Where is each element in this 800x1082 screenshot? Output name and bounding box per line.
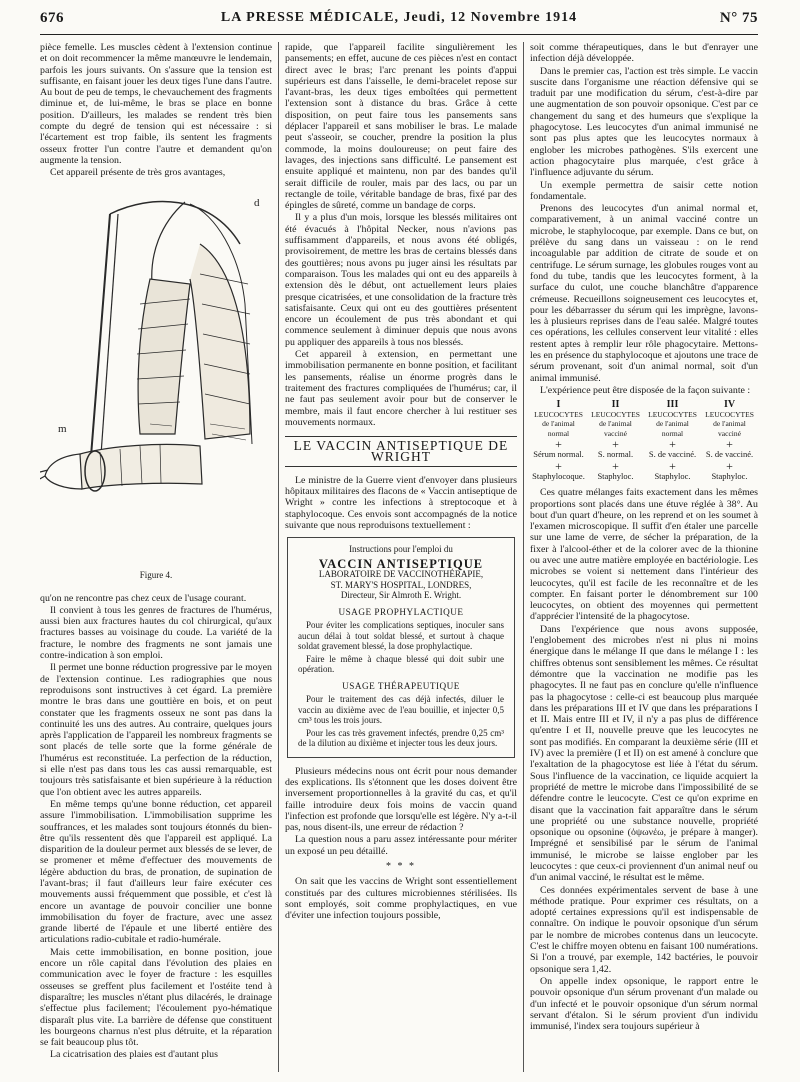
experiment-column xyxy=(701,400,758,481)
paragraph: Ces quatre mélanges faits exactement dans les mêmes proportions sont placés dans une étuve réglée à 38°. Au bout d'un quart d'heure, on les reprend et on les soumet à l'examen microscopique. Il suffit d'en étaler une parcelle sur une lame de verre, de sécher la préparation, de la fixer à l'alcool-éther et de la colorer avec de la thionine ou avec une autre matière employée en bactériologie. Les microbes se voient si nettement dans l'intérieur des leucocytes, qu'il est facile de les reconnaître et de les compter. En faisant porter le dénombrement sur 100 leucocytes, on obtient des moyennes qui permettent d'apprécier l'intensité de la phagocytose. xyxy=(530,487,758,623)
paragraph: La cicatrisation des plaies est d'autant plus xyxy=(50,1049,218,1061)
figure-caption: Figure 4. xyxy=(139,569,173,580)
paragraph: L'expérience peut être disposée de la façon suivante : xyxy=(540,384,751,396)
notice-paragraph: Faire le même à chaque blessé qui doit subir une opération. xyxy=(298,653,504,675)
notice-heading-therapeutic: USAGE THÉRAPEUTIQUE xyxy=(342,680,460,691)
paragraph: Mais cette immobilisation, en bonne position, joue encore un rôle capital dans l'évolution des plaies en communication avec le foyer de fracture : les esquilles osseuses se greffent plus facilement et l'ostéite tend à disparaître; les muscles n'étant plus dilacérés, le drainage s'effectue plus facilement; l'écoulement pyo-hématique disparaît plus vite. La barrière de défense que constituent les bourgeons charnus n'est plus détruite, et la réparation se fait beaucoup plus tôt. xyxy=(40,946,272,1049)
paragraph: Il y a plus d'un mois, lorsque les blessés militaires ont été évacués à l'hôpital Necker, nous n'avions pas suffisamment d'appareils, et nous avons été obligés, provisoirement, de mettre les bras de certains blessés dans des gouttières; nous avons pu juger ainsi les résultats par comparaison. Tous les malades qui ont eu des appareils à extension dès le début, ont actuellement leurs plaies presque cicatrisées, et une consolidation de la fracture très satisfaisante. Ceux qui ont eu des gouttières présentent encore un écoulement de pus très abondant et qui commence seulement à diminuer depuis que nous avons pu appliquer des appareils à tous nos blessés. xyxy=(285,212,517,348)
column-2 xyxy=(285,42,517,1074)
figure-label-d: d xyxy=(254,196,260,209)
vaccine-notice-box xyxy=(287,537,515,758)
serum-cell: S. normal. xyxy=(597,449,634,460)
section-title: LE VACCIN ANTISEPTIQUE DE WRIGHT xyxy=(285,436,517,467)
paragraph: On appelle index opsonique, le rapport entre le pouvoir opsonique d'un sérum provenant d'un malade ou d'un infecté et le pouvoir opsonique d'un sérum normal servant d'étalon. Si le sérum provient d'un individu immunisé, l'index sera toujours supérieur à xyxy=(530,975,758,1033)
column-label: LEUCOCYTES xyxy=(705,409,754,419)
column-number: III xyxy=(666,399,679,411)
paragraph: Dans le premier cas, l'action est très simple. Le vaccin suscite dans l'organisme une réaction défensive qui se traduit par une modification du sérum, c'est-à-dire par une augmentation de son pouvoir opsonique. C'est par ce changement du sang et des humeurs que s'explique la phagocytose. Les leucocytes d'un animal immunisé ne sont pas plus aptes que les leucocytes normaux à englober les microbes pathogènes. S'ils exercent une action phagocytaire plus marquée, c'est grâce à l'influence adjuvante du sérum. xyxy=(530,65,758,179)
experiment-table xyxy=(530,400,758,481)
notice-lab: LABORATOIRE DE VACCINOTHÉRAPIE, xyxy=(318,569,484,580)
issue-number: N° 75 xyxy=(719,10,758,26)
column-number: IV xyxy=(723,399,736,411)
plus-sign: + xyxy=(726,437,733,452)
header-rule xyxy=(40,34,758,35)
paragraph: Cet appareil présente de très gros avantages, xyxy=(50,167,226,179)
notice-hospital: ST. MARY'S HOSPITAL, LONDRES, xyxy=(330,579,472,590)
experiment-column xyxy=(530,400,587,481)
column-label: normal xyxy=(661,428,684,438)
serum-cell: Sérum normal. xyxy=(533,449,584,460)
paragraph: Il permet une bonne réduction progressive par le moyen de l'extension continue. Les radiographies que nous reproduisons sont instructives à cet égard. La première montre le bras dans une gouttière en bois, et on peut constater que les fragments osseux ne sont pas dans la continuité les uns des autres. Au contraire, quelques jours après l'application de l'appareil les nombreux fragments se sont placés de telle sorte que la forme générale de l'humérus est reconstituée. La perfection de la réduction, si elle n'est pas dans tous les cas aussi remarquable, est toujours très satisfaisante et bien supérieure à la réduction que l'on obtient avec les autres appareils. xyxy=(40,662,272,798)
section-separator: * * * xyxy=(386,861,416,873)
paragraph: pièce femelle. Les muscles cèdent à l'extension continue et on doit recommencer la même manœuvre le lendemain, parfois les jours suivants. On s'assure que la tension est suffisante, en faisant jouer les deux tiges l'une dans l'autre. Au bout de peu de temps, le chevauchement des fragments diminue et, de lui-même, le bras se place en bonne position. D'ailleurs, les malades se rendent très bien compte du degré de tension qui est nécessaire : si l'écartement est trop faible, ils sentent les fragments osseux frotter l'un contre l'autre et demandent qu'on augmente la tension. xyxy=(40,42,272,166)
notice-paragraph: Pour les cas très gravement infectés, prendre 0,25 cm³ de la dilution au dixième et injecter tous les deux jours. xyxy=(298,727,504,749)
column-label: de l'animal xyxy=(542,419,575,429)
paragraph: rapide, que l'appareil facilite singulièrement les pansements; en effet, aucune de ces pièces n'est en contact direct avec le bras; l'arc prenant les points d'appui supérieurs est dans l'aisselle, le demi-bracelet repose sur l'avant-bras, les deux tiges emboîtées qui permettent l'extension sont à distance du bras. Grâce à cette disposition, on peut faire tous les pansements sans déplacer l'appareil et sans mobiliser le bras. Le malade peut s'asseoir, se coucher, prendre la position la plus commode, la moins douloureuse; on peut faire des lavages, des injections sans difficulté. Le pansement est ensuite appliqué et maintenu, non par des bandes qu'il serait difficile de rouler, mais par des lacs, ou par un rectangle de toile, véritable bandage de bras, fixé par des épingles de sûreté, comme un bandage de corps. xyxy=(285,42,517,212)
paragraph: En même temps qu'une bonne réduction, cet appareil assure l'immobilisation. L'immobilisation supprime les souffrances, et les malades sont toujours étonnés du bien-être qu'ils ressentent dès que l'appareil est appliqué. La disparition de la douleur permet aux blessés de se lever, de se promener et même d'effectuer des mouvements de légère abduction du bras, de pronation, de supination de l'avant-bras; il faut d'ailleurs leur faire exécuter ces mouvements aussi fréquemment que possible, et c'est là encore un avantage de pouvoir concilier une bonne immobilisation du foyer de fracture, avec une assez grande liberté de l'épaule et une liberté entière des articulations radio-cubitale et radio-humérale. xyxy=(40,798,272,946)
column-number: I xyxy=(556,399,561,411)
paragraph: La question nous a paru assez intéressante pour mériter un exposé un peu détaillé. xyxy=(285,834,517,857)
column-label: normal xyxy=(547,428,570,438)
notice-paragraph: Pour éviter les complications septiques, inoculer sans aucun délai à tout soldat blessé, et surtout à chaque soldat gravement blessé, la dose prophylactique. xyxy=(298,620,504,652)
column-label: de l'animal xyxy=(599,419,632,429)
column-label: vacciné xyxy=(604,428,627,438)
paragraph: qu'on ne rencontre pas chez ceux de l'usage courant. xyxy=(40,592,247,604)
column-divider xyxy=(523,42,524,1072)
paragraph: soit comme thérapeutiques, dans le but d'enrayer une infection déjà développée. xyxy=(530,42,758,65)
page-header xyxy=(40,10,758,32)
paragraph: Le ministre de la Guerre vient d'envoyer dans plusieurs hôpitaux militaires des flacons de « Vaccin antiseptique de Wright » contre les infections à streptocoque et à staphylocoque. Ces envois sont accompagnés de la notice suivante que nous reproduisons textuellement : xyxy=(285,474,517,531)
paragraph: On sait que les vaccins de Wright sont essentiellement constitués par des cultures microbiennes stérilisées. Ils sont employés, soit comme prophylactiques, en vue d'éviter une infection toujours possible, xyxy=(285,876,517,922)
paragraph: Ces données expérimentales servent de base à une méthode pratique. Pour exprimer ces résultats, on a adopté certaines expressions qu'il est indispensable de connaître. On indique le pouvoir opsonique d'un sérum par le nombre de microbes contenus dans un leucocyte. C'est le chiffre moyen obtenu en faisant 100 numérations. Si l'on a trouvé, par exemple, 142 bactéries, le pouvoir opsonique sera 1,42. xyxy=(530,884,758,975)
paragraph: Il convient à tous les genres de fractures de l'humérus, aussi bien aux fractures hautes du col chirurgical, qu'aux fractures basses au voisinage du coude. La variété de la fracture, le nombre des fragments ne sont jamais une contre-indication à son emploi. xyxy=(40,604,272,662)
notice-title: VACCIN ANTISEPTIQUE xyxy=(318,556,484,571)
plus-sign: + xyxy=(669,458,676,473)
paragraph: Prenons des leucocytes d'un animal normal et, comparativement, à un animal vacciné contre un microbe, le staphylocoque, par exemple. Dans ce but, on prélève du sang dans un vaisseau : on le rend incoagulable par addition de citrate de soude et on centrifuge. Le sérum surnage, les globules rouges vont au fond du tube, tandis que les leucocytes forment, à la surface du culot, une couche blanchâtre d'apparence crémeuse. Recueillons soigneusement ces leucocytes et, pour les débarrasser du sérum qui les imprègne, lavons-les à plusieurs reprises dans de l'eau salée. Malgré toutes ces opérations, les cellules conservent leur vitalité : elles restent aptes à remplir leur rôle phagocytaire. Mettons-les en présence du staphylocoque et ajoutons une trace de sérum provenant, soit d'un animal normal, soit d'un animal immunisé. xyxy=(530,203,758,384)
column-label: vacciné xyxy=(718,428,741,438)
column-label: LEUCOCYTES xyxy=(534,409,583,419)
microbe-cell: Staphylocoque. xyxy=(532,470,585,481)
microbe-cell: Staphyloc. xyxy=(654,470,691,481)
figure-label-m: m xyxy=(58,422,67,435)
paragraph: Dans l'expérience que nous avons supposée, l'englobement des microbes n'est ni plus ni moins énergique dans le mélange II que dans le mélange I : les chiffres obtenus sont sensiblement les mêmes. Ce résultat démontre que la vaccination ne modifie pas les phagocytes. Il ne faut pas en conclure qu'elle n'influence pas la phagocytose : celle-ci est beaucoup plus marquée dans les préparations III et IV que dans les préparations I et II. Mais entre III et IV, il n'y a pas plus de différence qu'entre I et II, nouvelle preuve que les leucocytes ne sont pas modifiés. En comparant la deuxième série (III et IV) avec la première (I et II) on est amené à conclure que l'exaltation de la phagocytose est liée à l'état du sérum. Sous l'influence de la vaccination, ce liquide acquiert la propriété de mettre le microbe dans l'impossibilité de se défendre contre le leucocyte. C'est ce qu'on exprime en disant que la vaccination fait apparaître dans le sérum une propriété ou une substance nouvelle, propriété opsonique ou opsonine (ὀψωνέω, je prépare à manger). Imprégné et sensibilisé par le sérum de l'animal immunisé, le microbe se laisse englober par les leucocytes : que ceux-ci proviennent d'un animal neuf ou d'un animal vacciné, le résultat est le même. xyxy=(530,623,758,884)
microbe-cell: Staphyloc. xyxy=(597,470,634,481)
column-number: II xyxy=(611,399,620,411)
notice-director: Directeur, Sir Almroth E. Wright. xyxy=(340,590,462,601)
plus-sign: + xyxy=(612,437,619,452)
paragraph: Cet appareil à extension, en permettant une immobilisation permanente en bonne position, et facilitant les pansements, réalise un énorme progrès dans le traitement des fractures compliquées de l'humérus; car, il ne faut pas seulement avoir pour but de conserver le membre, mais il faut encore chercher à lui restituer ses mouvements normaux. xyxy=(285,349,517,428)
serum-cell: S. de vacciné. xyxy=(648,449,697,460)
column-1 xyxy=(40,42,272,1074)
column-label: LEUCOCYTES xyxy=(591,409,640,419)
column-3 xyxy=(530,42,758,1074)
page-number: 676 xyxy=(40,10,64,26)
notice-intro: Instructions pour l'emploi du xyxy=(349,544,453,555)
plus-sign: + xyxy=(555,458,562,473)
journal-title: LA PRESSE MÉDICALE, Jeudi, 12 Novembre 1914 xyxy=(220,10,578,25)
column-label: de l'animal xyxy=(713,419,746,429)
column-label: de l'animal xyxy=(656,419,689,429)
figure-4 xyxy=(40,184,272,589)
experiment-column xyxy=(644,400,701,481)
notice-heading-prophylactic: USAGE PROPHYLACTIQUE xyxy=(338,606,464,617)
plus-sign: + xyxy=(669,437,676,452)
plus-sign: + xyxy=(555,437,562,452)
column-label: LEUCOCYTES xyxy=(648,409,697,419)
column-divider xyxy=(278,42,279,1072)
arm-splint-illustration xyxy=(40,184,272,574)
microbe-cell: Staphyloc. xyxy=(711,470,748,481)
plus-sign: + xyxy=(612,458,619,473)
plus-sign: + xyxy=(726,458,733,473)
paragraph: Un exemple permettra de saisir cette notion fondamentale. xyxy=(530,179,758,202)
notice-paragraph: Pour le traitement des cas déjà infectés, diluer le vaccin au dixième avec de l'eau bouillie, et injecter 0,5 cm³ tous les trois jours. xyxy=(298,694,504,726)
experiment-column xyxy=(587,400,644,481)
serum-cell: S. de vacciné. xyxy=(705,449,754,460)
paragraph: Plusieurs médecins nous ont écrit pour nous demander des explications. Ils s'étonnent que les doses doivent être inversement proportionnelles à la gravité du cas, et qu'il faille introduire deux fois moins de vaccin quand l'infection est profonde que lorsqu'elle est légère. N'y a-t-il pas, nous disent-ils, une erreur de rédaction ? xyxy=(285,765,517,834)
